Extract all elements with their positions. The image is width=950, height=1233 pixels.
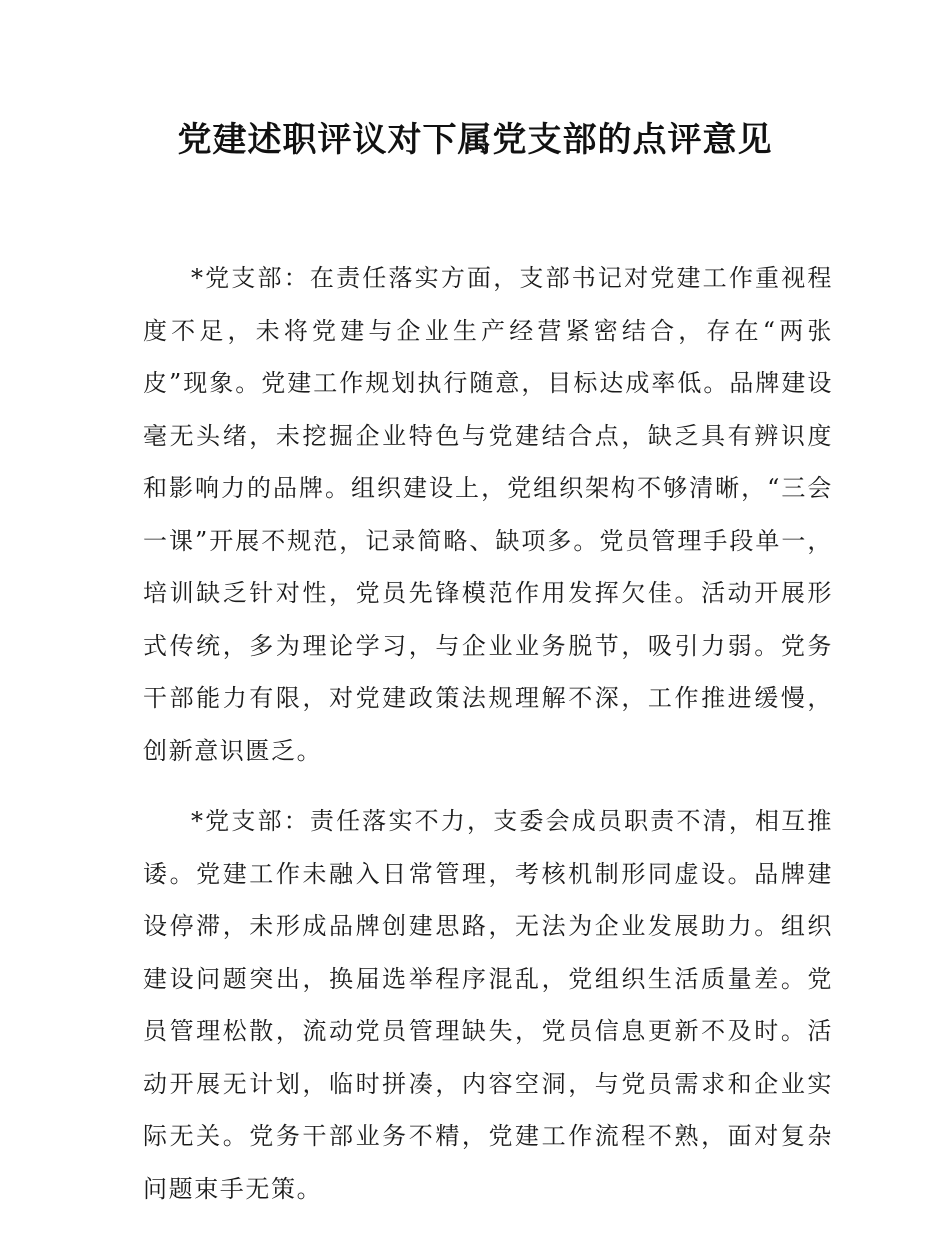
paragraph-1: *党支部：在责任落实方面，支部书记对党建工作重视程度不足，未将党建与企业生产经营紧密结合，存在“两张皮”现象。党建工作规划执行随意，目标达成率低。品牌建设毫无头绪，未挖掘企业特色与党建结合点，缺乏具有辨识度和影响力的品牌。组织建设上，党组织架构不够清晰，“三会一课”开展不规范，记录简略、缺项多。党员管理手段单一，培训缺乏针对性，党员先锋模范作用发挥欠佳。活动开展形式传统，多为理论学习，与企业业务脱节，吸引力弱。党务干部能力有限，对党建政策法规理解不深，工作推进缓慢，创新意识匮乏。: [143, 264, 833, 765]
document-body: [143, 252, 833, 1233]
paragraph-2: *党支部：责任落实不力，支委会成员职责不清，相互推诿。党建工作未融入日常管理，考核机制形同虚设。品牌建设停滞，未形成品牌创建思路，无法为企业发展助力。组织建设问题突出，换届选举程序混乱，党组织生活质量差。党员管理松散，流动党员管理缺失，党员信息更新不及时。活动开展无计划，临时拼凑，内容空洞，与党员需求和企业实际无关。党务干部业务不精，党建工作流程不熟，面对复杂问题束手无策。: [143, 807, 833, 1203]
document-title: 党建述职评议对下属党支部的点评意见: [177, 120, 773, 160]
